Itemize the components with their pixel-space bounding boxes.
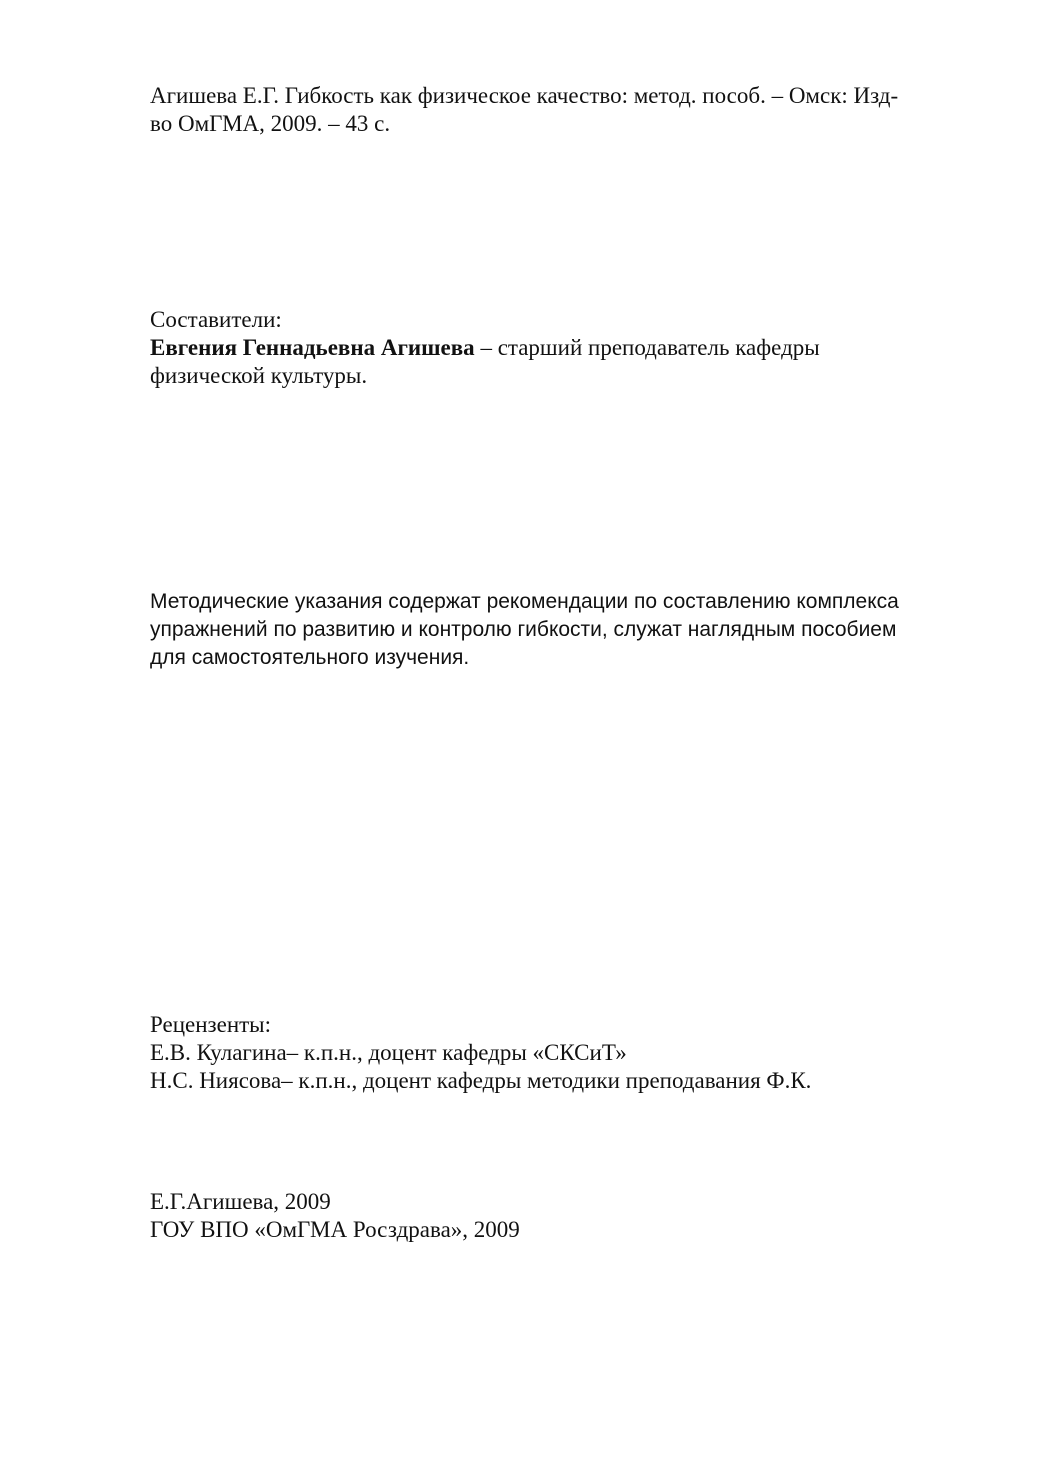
compilers-section <box>150 306 960 390</box>
bibliographic-citation <box>150 82 960 138</box>
summary-line-2: упражнений по развитию и контролю гибкости, служат наглядным пособием <box>150 618 897 641</box>
reviewer-item: Е.В. Кулагина– к.п.н., доцент кафедры «СКСиТ» <box>150 1040 627 1065</box>
copyright-section <box>150 1188 960 1244</box>
citation-line-2: во ОмГМА, 2009. – 43 с. <box>150 111 391 136</box>
reviewers-heading: Рецензенты: <box>150 1012 272 1037</box>
compiler-role-continued: физической культуры. <box>150 363 368 388</box>
summary-line-1: Методические указания содержат рекомендации по составлению комплекса <box>150 590 899 613</box>
compiler-role: – старший преподаватель кафедры <box>474 335 820 360</box>
compilers-heading: Составители: <box>150 307 282 332</box>
reviewer-item: Н.С. Ниясова– к.п.н., доцент кафедры методики преподавания Ф.К. <box>150 1068 812 1093</box>
summary-annotation <box>150 588 960 672</box>
summary-line-3: для самостоятельного изучения. <box>150 646 470 669</box>
compiler-entry <box>150 334 960 362</box>
reviewers-section <box>150 1011 960 1095</box>
copyright-author: Е.Г.Агишева, 2009 <box>150 1189 331 1214</box>
copyright-publisher: ГОУ ВПО «ОмГМА Росздрава», 2009 <box>150 1217 520 1242</box>
citation-line-1: Агишева Е.Г. Гибкость как физическое качество: метод. пособ. – Омск: Изд- <box>150 83 899 108</box>
compiler-name: Евгения Геннадьевна Агишева <box>150 335 475 360</box>
